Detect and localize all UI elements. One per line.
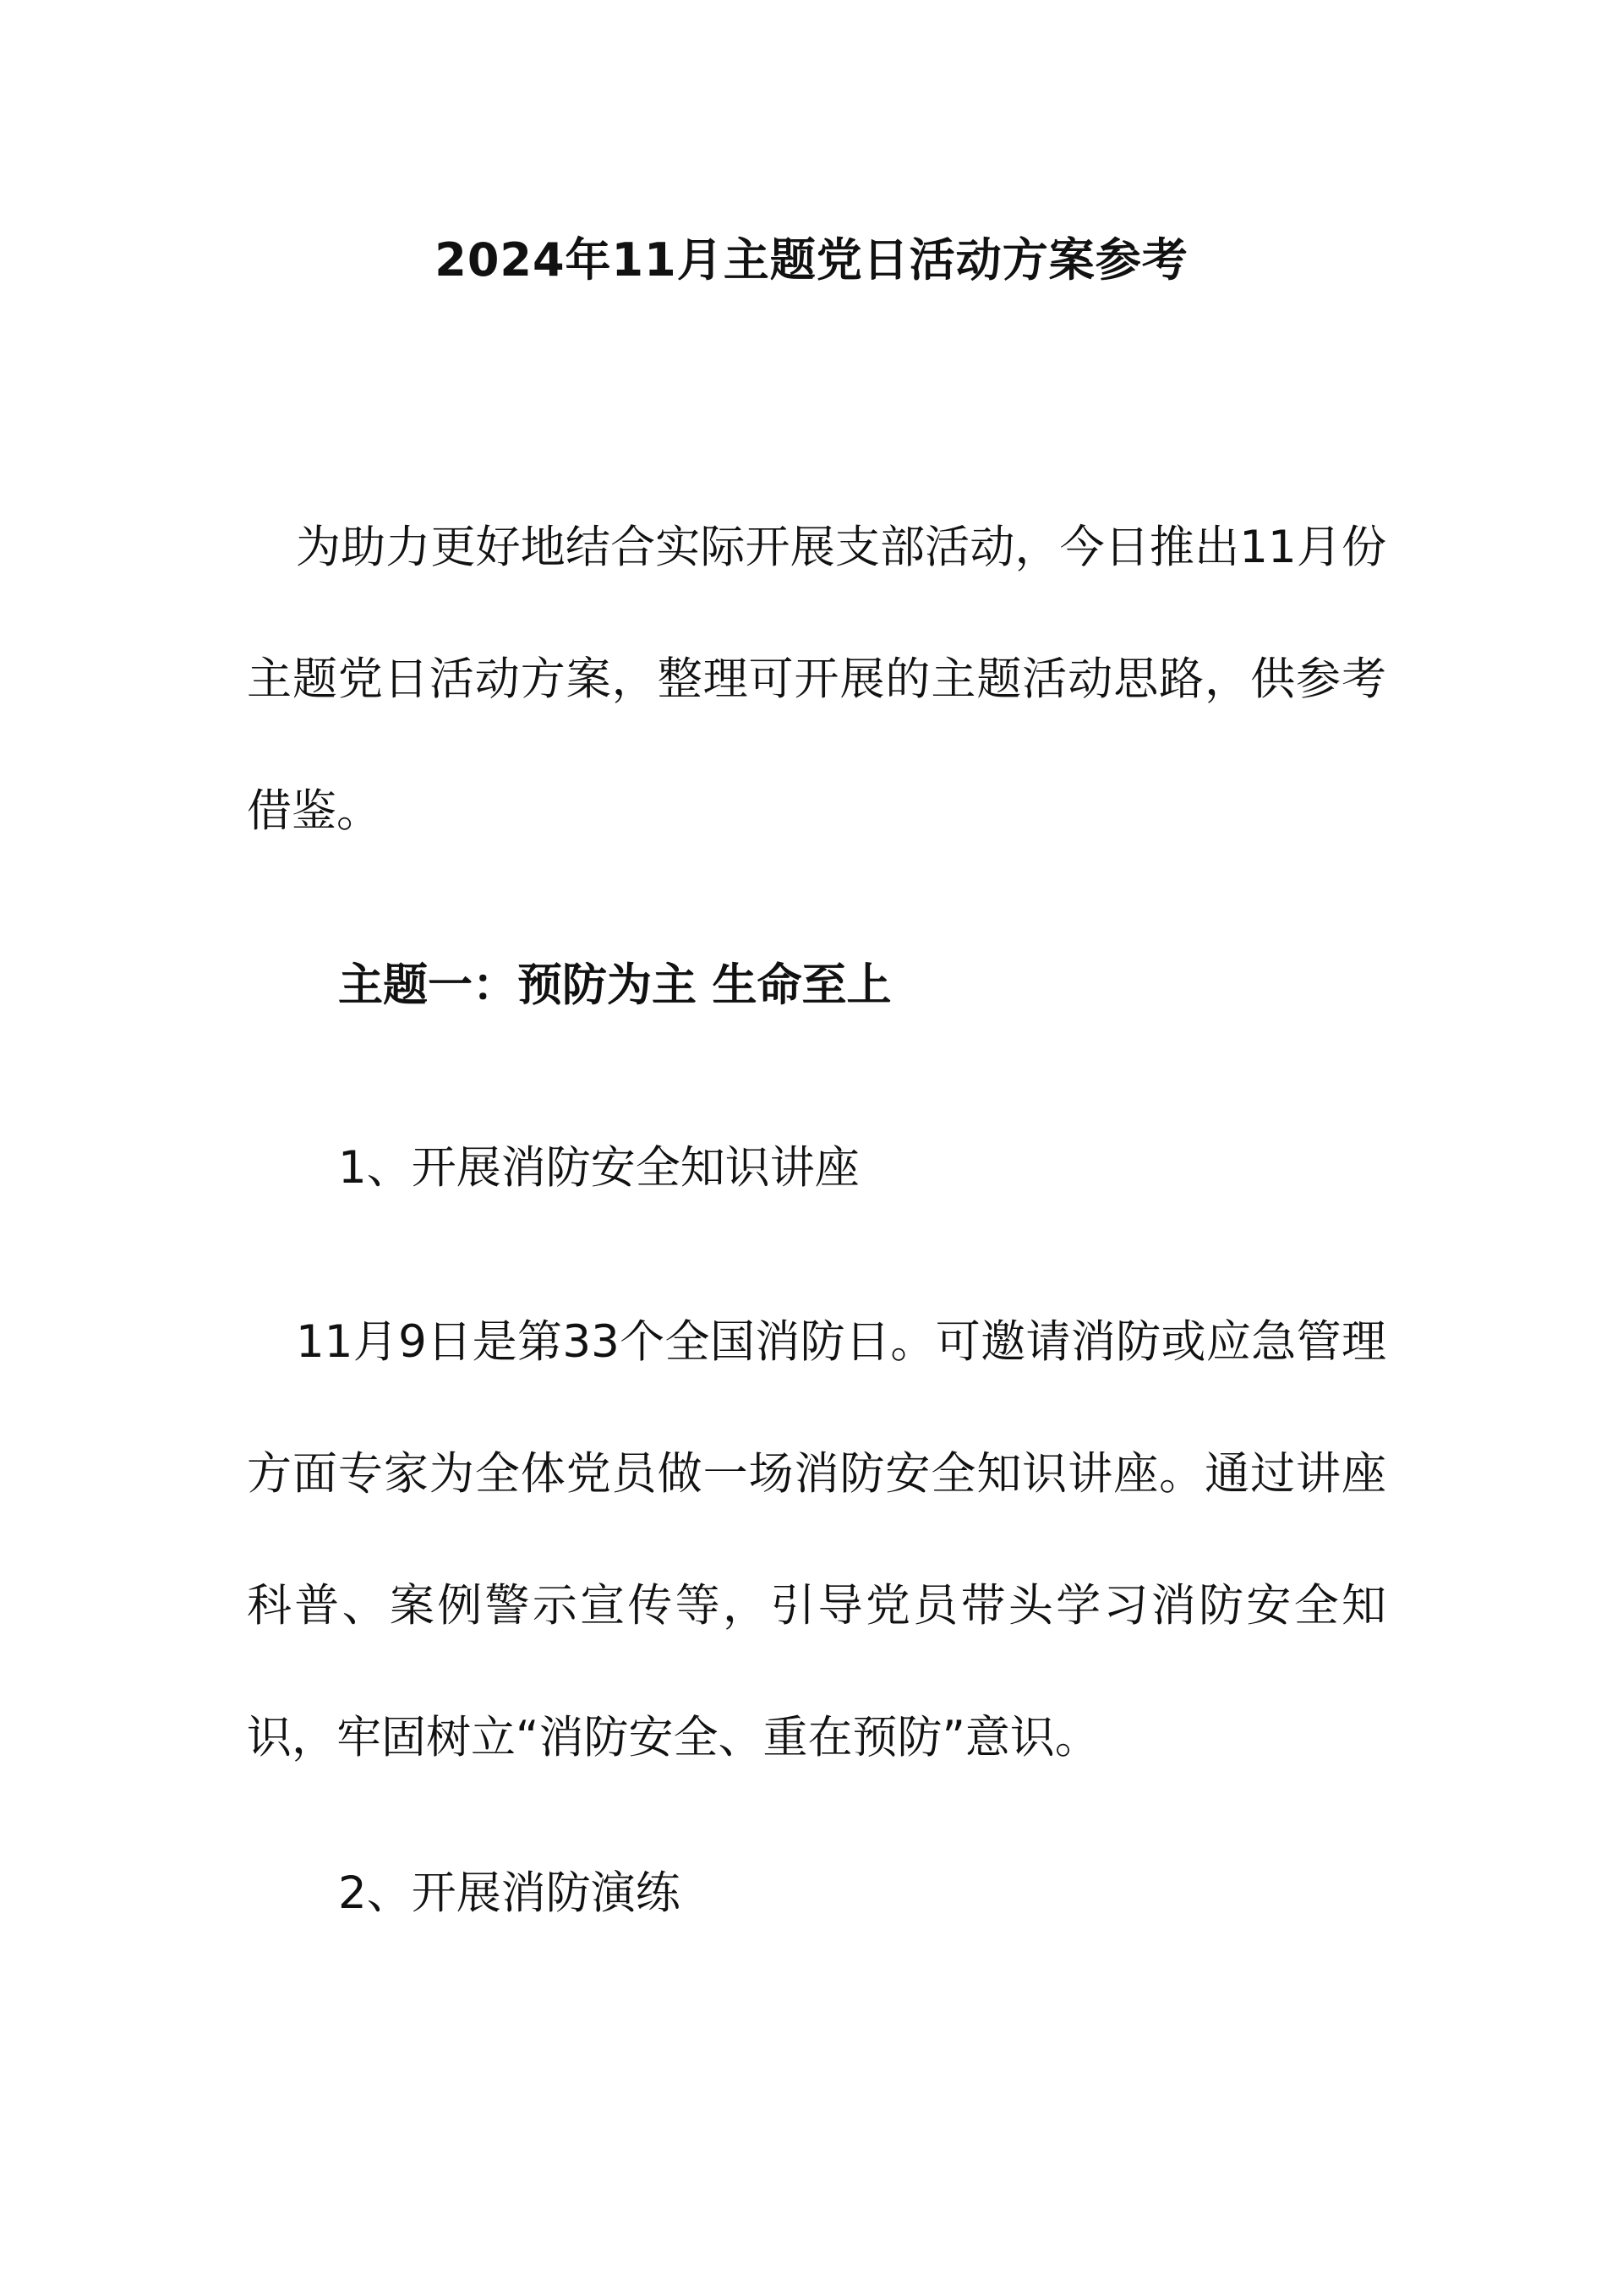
item-one-heading: 1、开展消防安全知识讲座 [338, 1142, 860, 1194]
document-title: 2024年11月主题党日活动方案参考 [434, 233, 1189, 287]
item-two-heading: 2、开展消防演练 [338, 1867, 680, 1919]
intro-paragraph: 为助力更好地结合实际开展支部活动，今日推出11月份主题党日活动方案，整理可开展的主题活动思路，供参考借鉴。 [247, 522, 1386, 837]
theme-one-heading: 主题一：预防为主 生命至上 [338, 959, 892, 1011]
item-one-paragraph: 11月9日是第33个全国消防日。可邀请消防或应急管理方面专家为全体党员做一场消防安全知识讲座。通过讲座科普、案例警示宣传等，引导党员带头学习消防安全知识，牢固树立“消防安全、重在预防”意识。 [247, 1316, 1386, 1763]
